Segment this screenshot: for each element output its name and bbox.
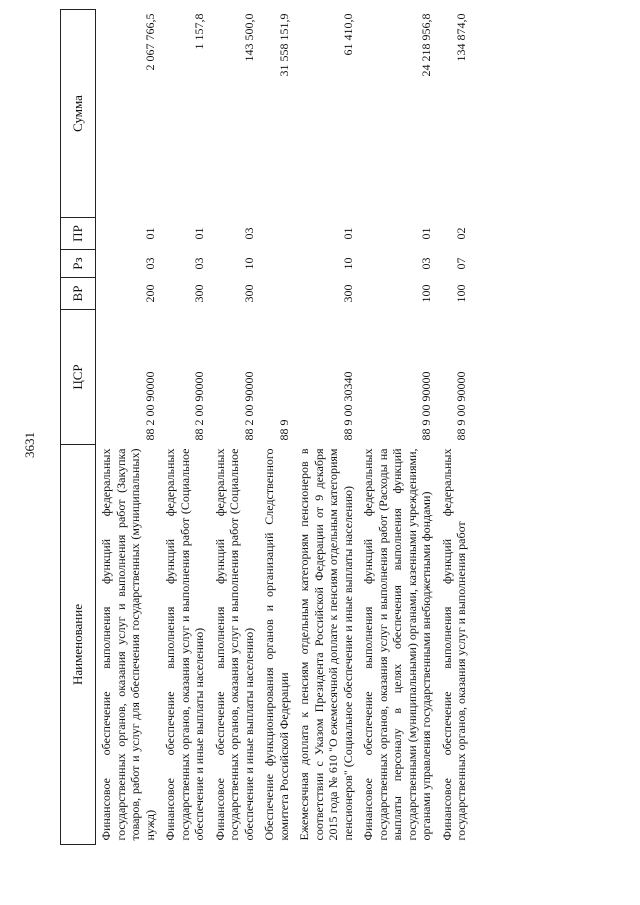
table-row [259,10,294,845]
row-vr: 100 [419,284,433,303]
table-row [294,10,358,845]
row-sum: 2 067 766,5 [142,13,157,71]
row-csr: 88 2 00 90000 [142,371,157,441]
row-sum: 1 157,8 [192,13,206,50]
row-csr: 88 9 00 90000 [419,371,433,441]
header-name: Наименование [61,445,96,845]
row-rz: 03 [192,257,206,270]
row-name: Финансовое обеспечение выполнения функций федеральных государственных органов, оказания услуг и выполнения работ (Расходы на выплаты персоналу в целях обеспечения выполнения функций государственными (муниципальными) органами, казенными учреждениями, органами управления государственными внебюджетными фондами) [361,448,433,841]
row-pr: 01 [192,227,206,240]
row-name: Финансовое обеспечение выполнения функций федеральных государственных органов, оказания услуг и выполнения работ (Закупка товаров, работ и услуг для обеспечения государственных (муниципальных) нужд) [99,448,157,841]
row-rz: 10 [241,257,256,270]
row-vr: 100 [454,284,468,303]
table-row [358,10,437,845]
row-pr: 02 [454,227,468,240]
row-csr: 88 2 00 90000 [192,371,206,441]
row-vr: 300 [192,284,206,303]
table-row [210,10,260,845]
row-csr: 88 2 00 90000 [241,371,256,441]
table-row [96,10,161,845]
row-vr: 200 [142,284,157,303]
row-name: Финансовое обеспечение выполнения функций федеральных государственных органов, оказания услуг и выполнения работ (Социальное обеспечение и иные выплаты населению) [212,448,256,841]
row-vr: 300 [340,284,355,303]
header-pr: ПР [61,218,96,250]
page-number: 3631 [22,432,37,458]
row-csr: 88 9 [276,419,291,441]
row-pr: 01 [419,227,433,240]
row-rz: 10 [340,257,355,270]
row-sum: 143 500,0 [241,13,256,62]
header-sum: Сумма [61,10,96,218]
header-rz: Рз [61,250,96,278]
row-csr: 88 9 00 30340 [340,371,355,441]
row-name: Ежемесячная доплата к пенсиям отдельным категориям пенсионеров в соответствии с Указом Президента Российской Федерации от 9 декабря 2015 года № 610 "О ежемесячной доплате к пенсиям отдельным категориям пенсионеров" (Социальное обеспечение и иные выплаты населению) [297,448,355,841]
row-pr [259,218,294,250]
row-csr: 88 9 00 90000 [454,371,468,441]
header-vr: ВР [61,278,96,310]
row-sum: 24 218 956,8 [419,13,433,77]
row-rz: 07 [454,257,468,270]
row-pr: 01 [142,227,157,240]
row-pr: 01 [340,227,355,240]
row-vr: 300 [241,284,256,303]
row-name: Финансовое обеспечение выполнения функций федеральных государственных органов, оказания услуг и выполнения работ (Социальное обеспечение и иные выплаты населению) [163,448,206,841]
budget-table [60,9,472,845]
row-pr: 03 [241,227,256,240]
row-sum: 134 874,0 [454,13,468,62]
table-row [160,10,210,845]
row-rz [259,250,294,278]
row-name: Обеспечение функционирования органов и организаций Следственного комитета Российской Федерации [262,448,291,841]
row-name: Финансовое обеспечение выполнения функций федеральных государственных органов, оказания услуг и выполнения работ [439,448,468,841]
row-sum: 61 410,0 [340,13,355,56]
row-rz: 03 [142,257,157,270]
row-rz: 03 [419,257,433,270]
table-header-row [61,10,96,845]
header-csr: ЦСР [61,310,96,445]
table-row [437,10,472,845]
row-sum: 31 558 151,9 [276,13,291,77]
row-vr [259,278,294,310]
